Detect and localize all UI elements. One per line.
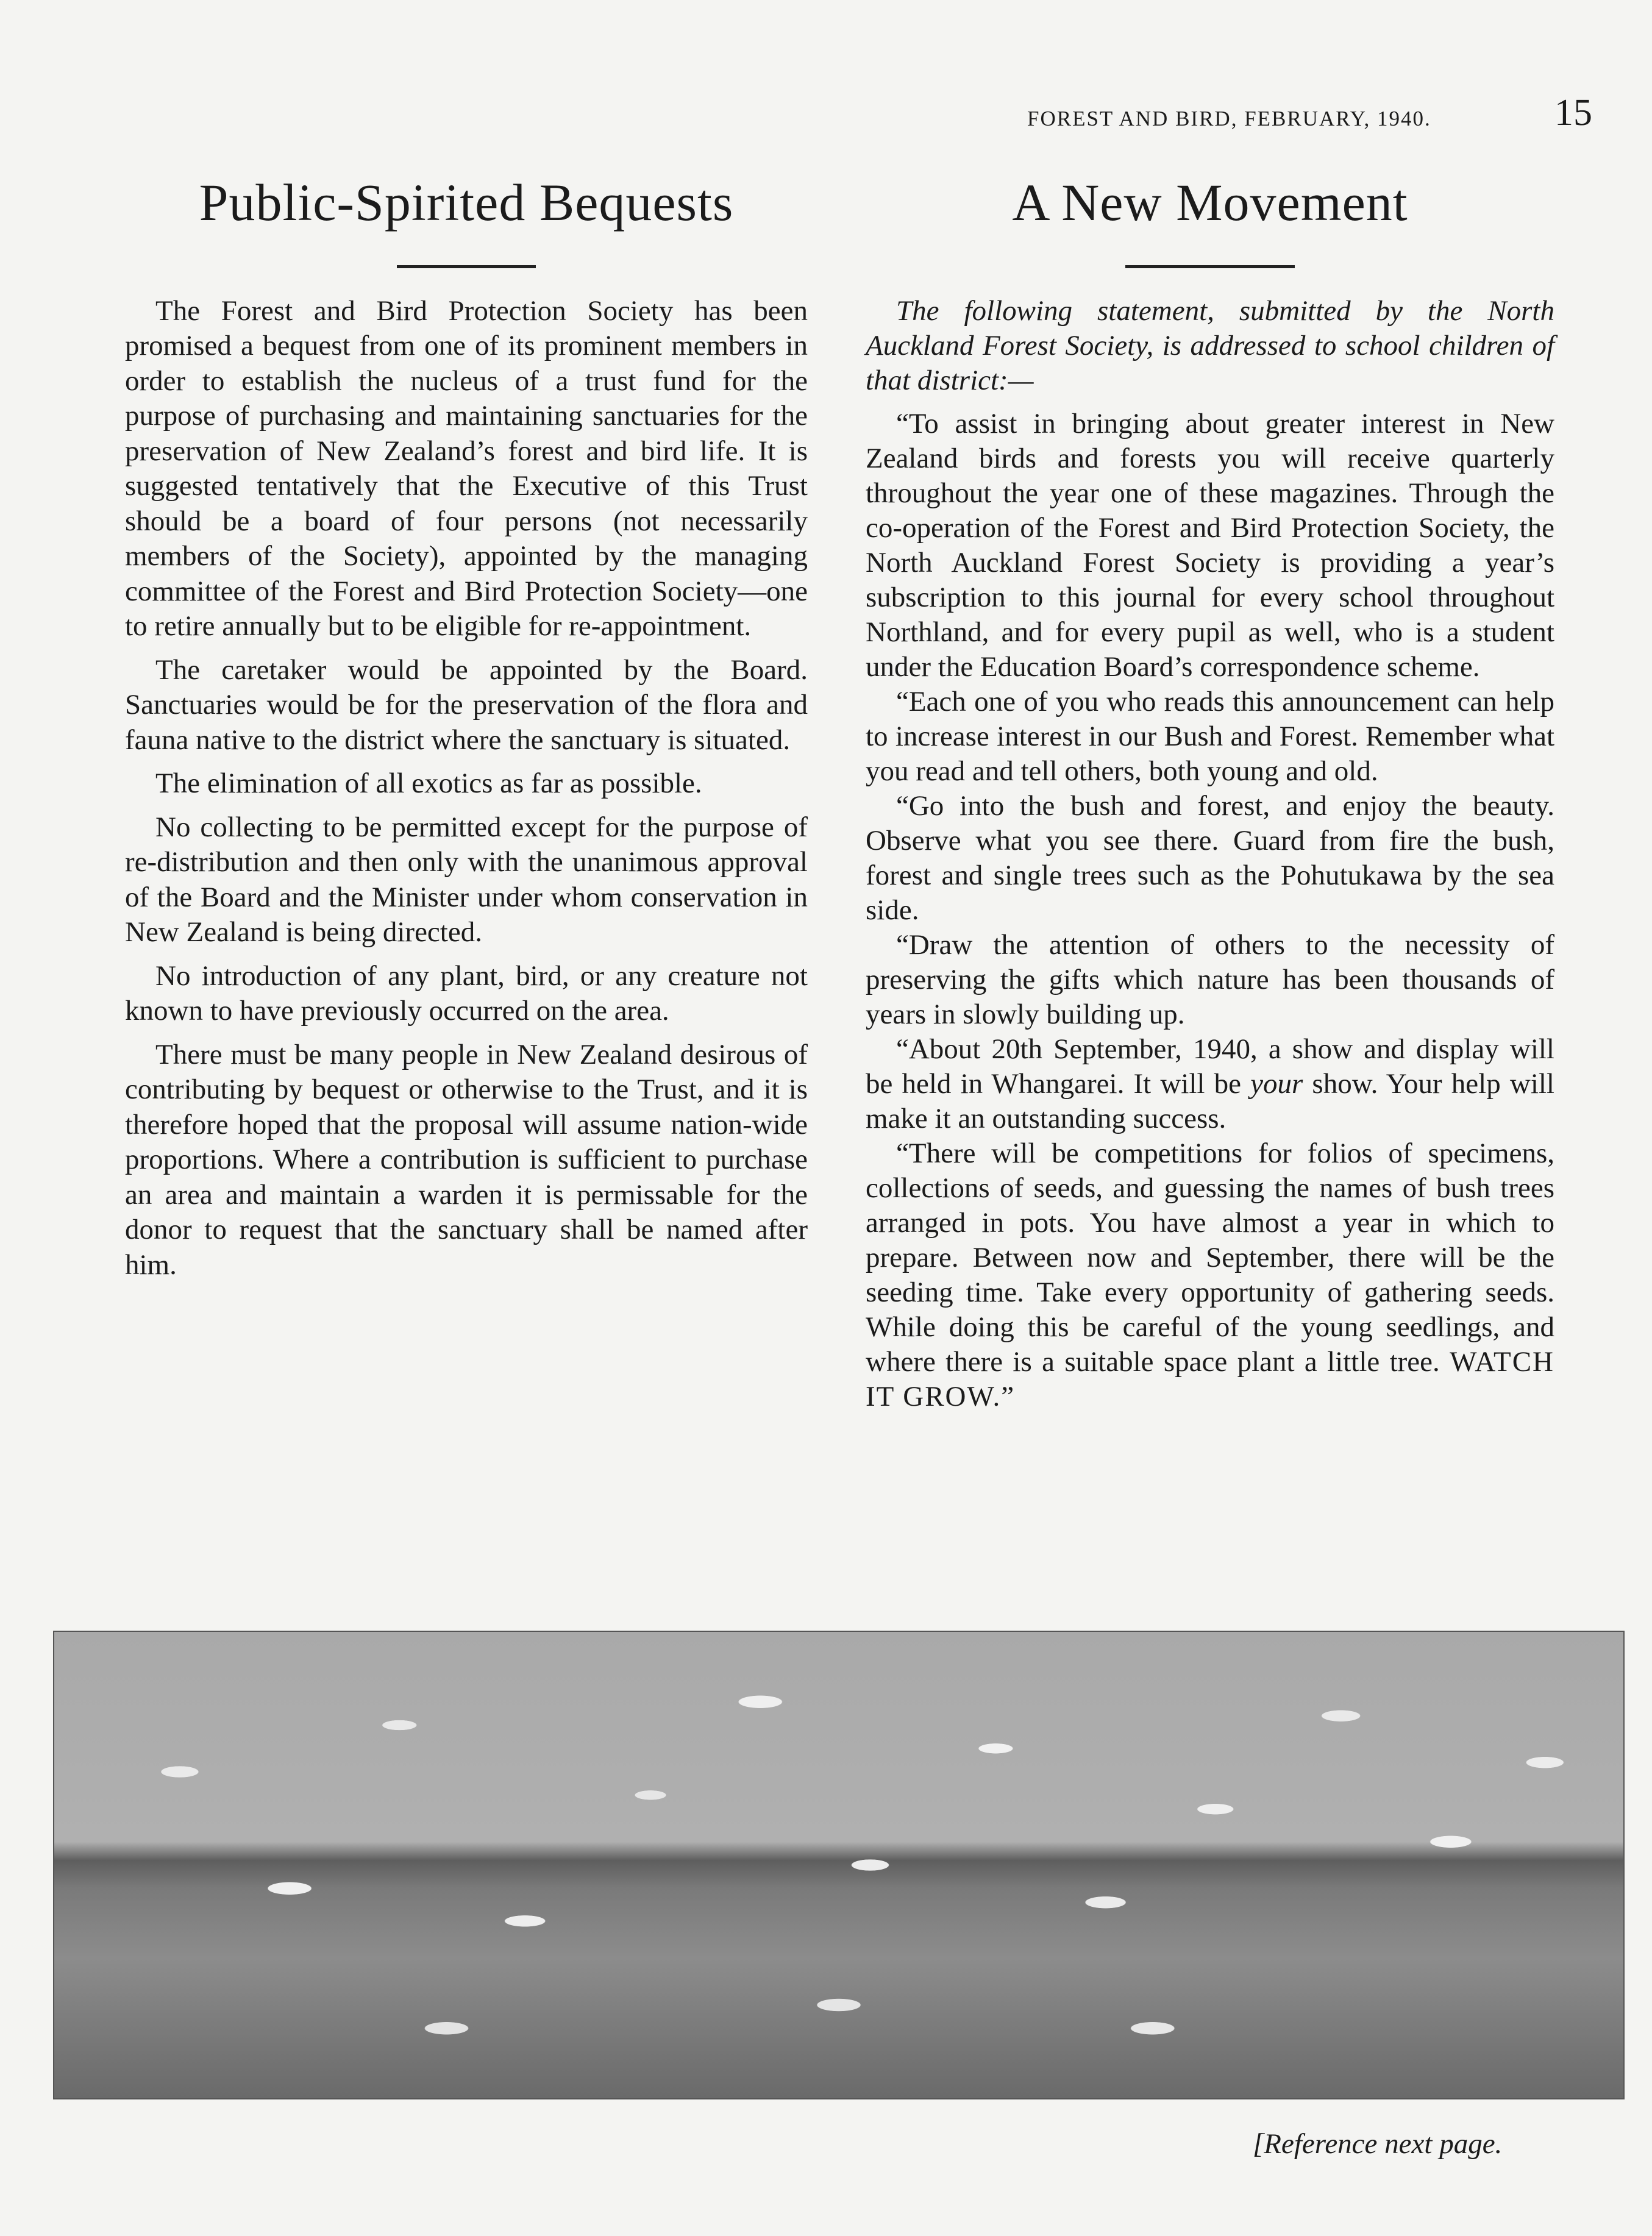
title-rule — [1125, 265, 1295, 268]
running-head: FOREST AND BIRD, FEBRUARY, 1940. — [1027, 107, 1431, 130]
emphasis-word: your — [1250, 1067, 1303, 1100]
text-span: “About 20th September, 1940, a show and display will be held in Whangarei. It will be — [866, 1033, 1554, 1100]
final-paragraph — [866, 1136, 1554, 1414]
left-article-title: Public-Spirited Bequests — [199, 173, 734, 232]
paragraph: The Forest and Bird Protection Society has been promised a bequest from one of its prominent members in order to establish the nucleus of a trust fund for the purpose of purchasing and maintaining sanctuaries for the preservation of New Zealand’s forest and bird life. It is suggested tentatively that the Executive of this Trust should be a board of four persons (not necessarily members of the Society), appointed by the managing committee of the Forest and Bird Protection Society—one to retire annually but to be eligible for re-appointment. — [125, 294, 808, 643]
paragraph: The caretaker would be appointed by the Board. Sanctuaries would be for the preservation of the flora and fauna native to the district where the sanctuary is situated. — [125, 653, 808, 756]
paragraph: No introduction of any plant, bird, or any creature not known to have previously occurred on the area. — [125, 960, 808, 1027]
left-article — [125, 174, 808, 1291]
paragraph: The elimination of all exotics as far as possible. — [155, 767, 702, 800]
paragraph: “Draw the attention of others to the necessity of preserving the gifts which nature has been thousands of years in slowly building up. — [866, 928, 1554, 1030]
paragraph: No collecting to be permitted except for the purpose of re-distribution and then only with the unanimous approval of the Board and the Minister under whom conservation in New Zealand is being directed. — [125, 811, 808, 949]
paragraph: There must be many people in New Zealand desirous of contributing by bequest or otherwise to the Trust, and it is therefore hoped that the proposal will assume nation-wide proportions. Where a contribution is sufficient to purchase an area and maintain a warden it is permissable for the donor to request that the sanctuary shall be named after him. — [125, 1038, 808, 1281]
watch-it-grow: WATCH IT GROW.” — [866, 1345, 1554, 1412]
text-span: show. Your help will make it an outstanding success. — [866, 1067, 1554, 1134]
show-paragraph — [866, 1032, 1554, 1136]
right-article-title: A New Movement — [1012, 173, 1408, 232]
paragraph: “Each one of you who reads this announcement can help to increase interest in our Bush and Forest. Remember what you read and tell others, both young and old. — [866, 685, 1554, 787]
intro-paragraph: The following statement, submitted by the North Auckland Forest Society, is addressed to school children of that district:— — [866, 294, 1554, 396]
seagulls-photo — [53, 1631, 1625, 2099]
text-span: “There will be competitions for folios of specimens, collections of seeds, and guessing the names of bush trees arranged in pots. You have almost a year in which to prepare. Between now and September, there will be the seeding time. Take every opportunity of gathering seeds. While doing this be careful of the young seedlings, and where there is a suitable space plant a little tree. — [866, 1137, 1554, 1378]
right-article — [866, 174, 1554, 1414]
page-number: 15 — [1554, 92, 1592, 134]
paragraph: “To assist in bringing about greater interest in New Zealand birds and forests you will receive quarterly throughout the year one of these magazines. Through the co-operation of the Forest and Bird Protection Society, the North Auckland Forest Society is providing a year’s subscription to this journal for every school throughout Northland, and for every pupil as well, who is a student under the Education Board’s correspondence scheme. — [866, 407, 1554, 683]
reference-next-page: [Reference next page. — [1253, 2128, 1503, 2160]
title-rule — [397, 265, 536, 268]
paragraph: “Go into the bush and forest, and enjoy the beauty. Observe what you see there. Guard from fire the bush, forest and single trees such as the Pohutukawa by the sea side. — [866, 789, 1554, 926]
